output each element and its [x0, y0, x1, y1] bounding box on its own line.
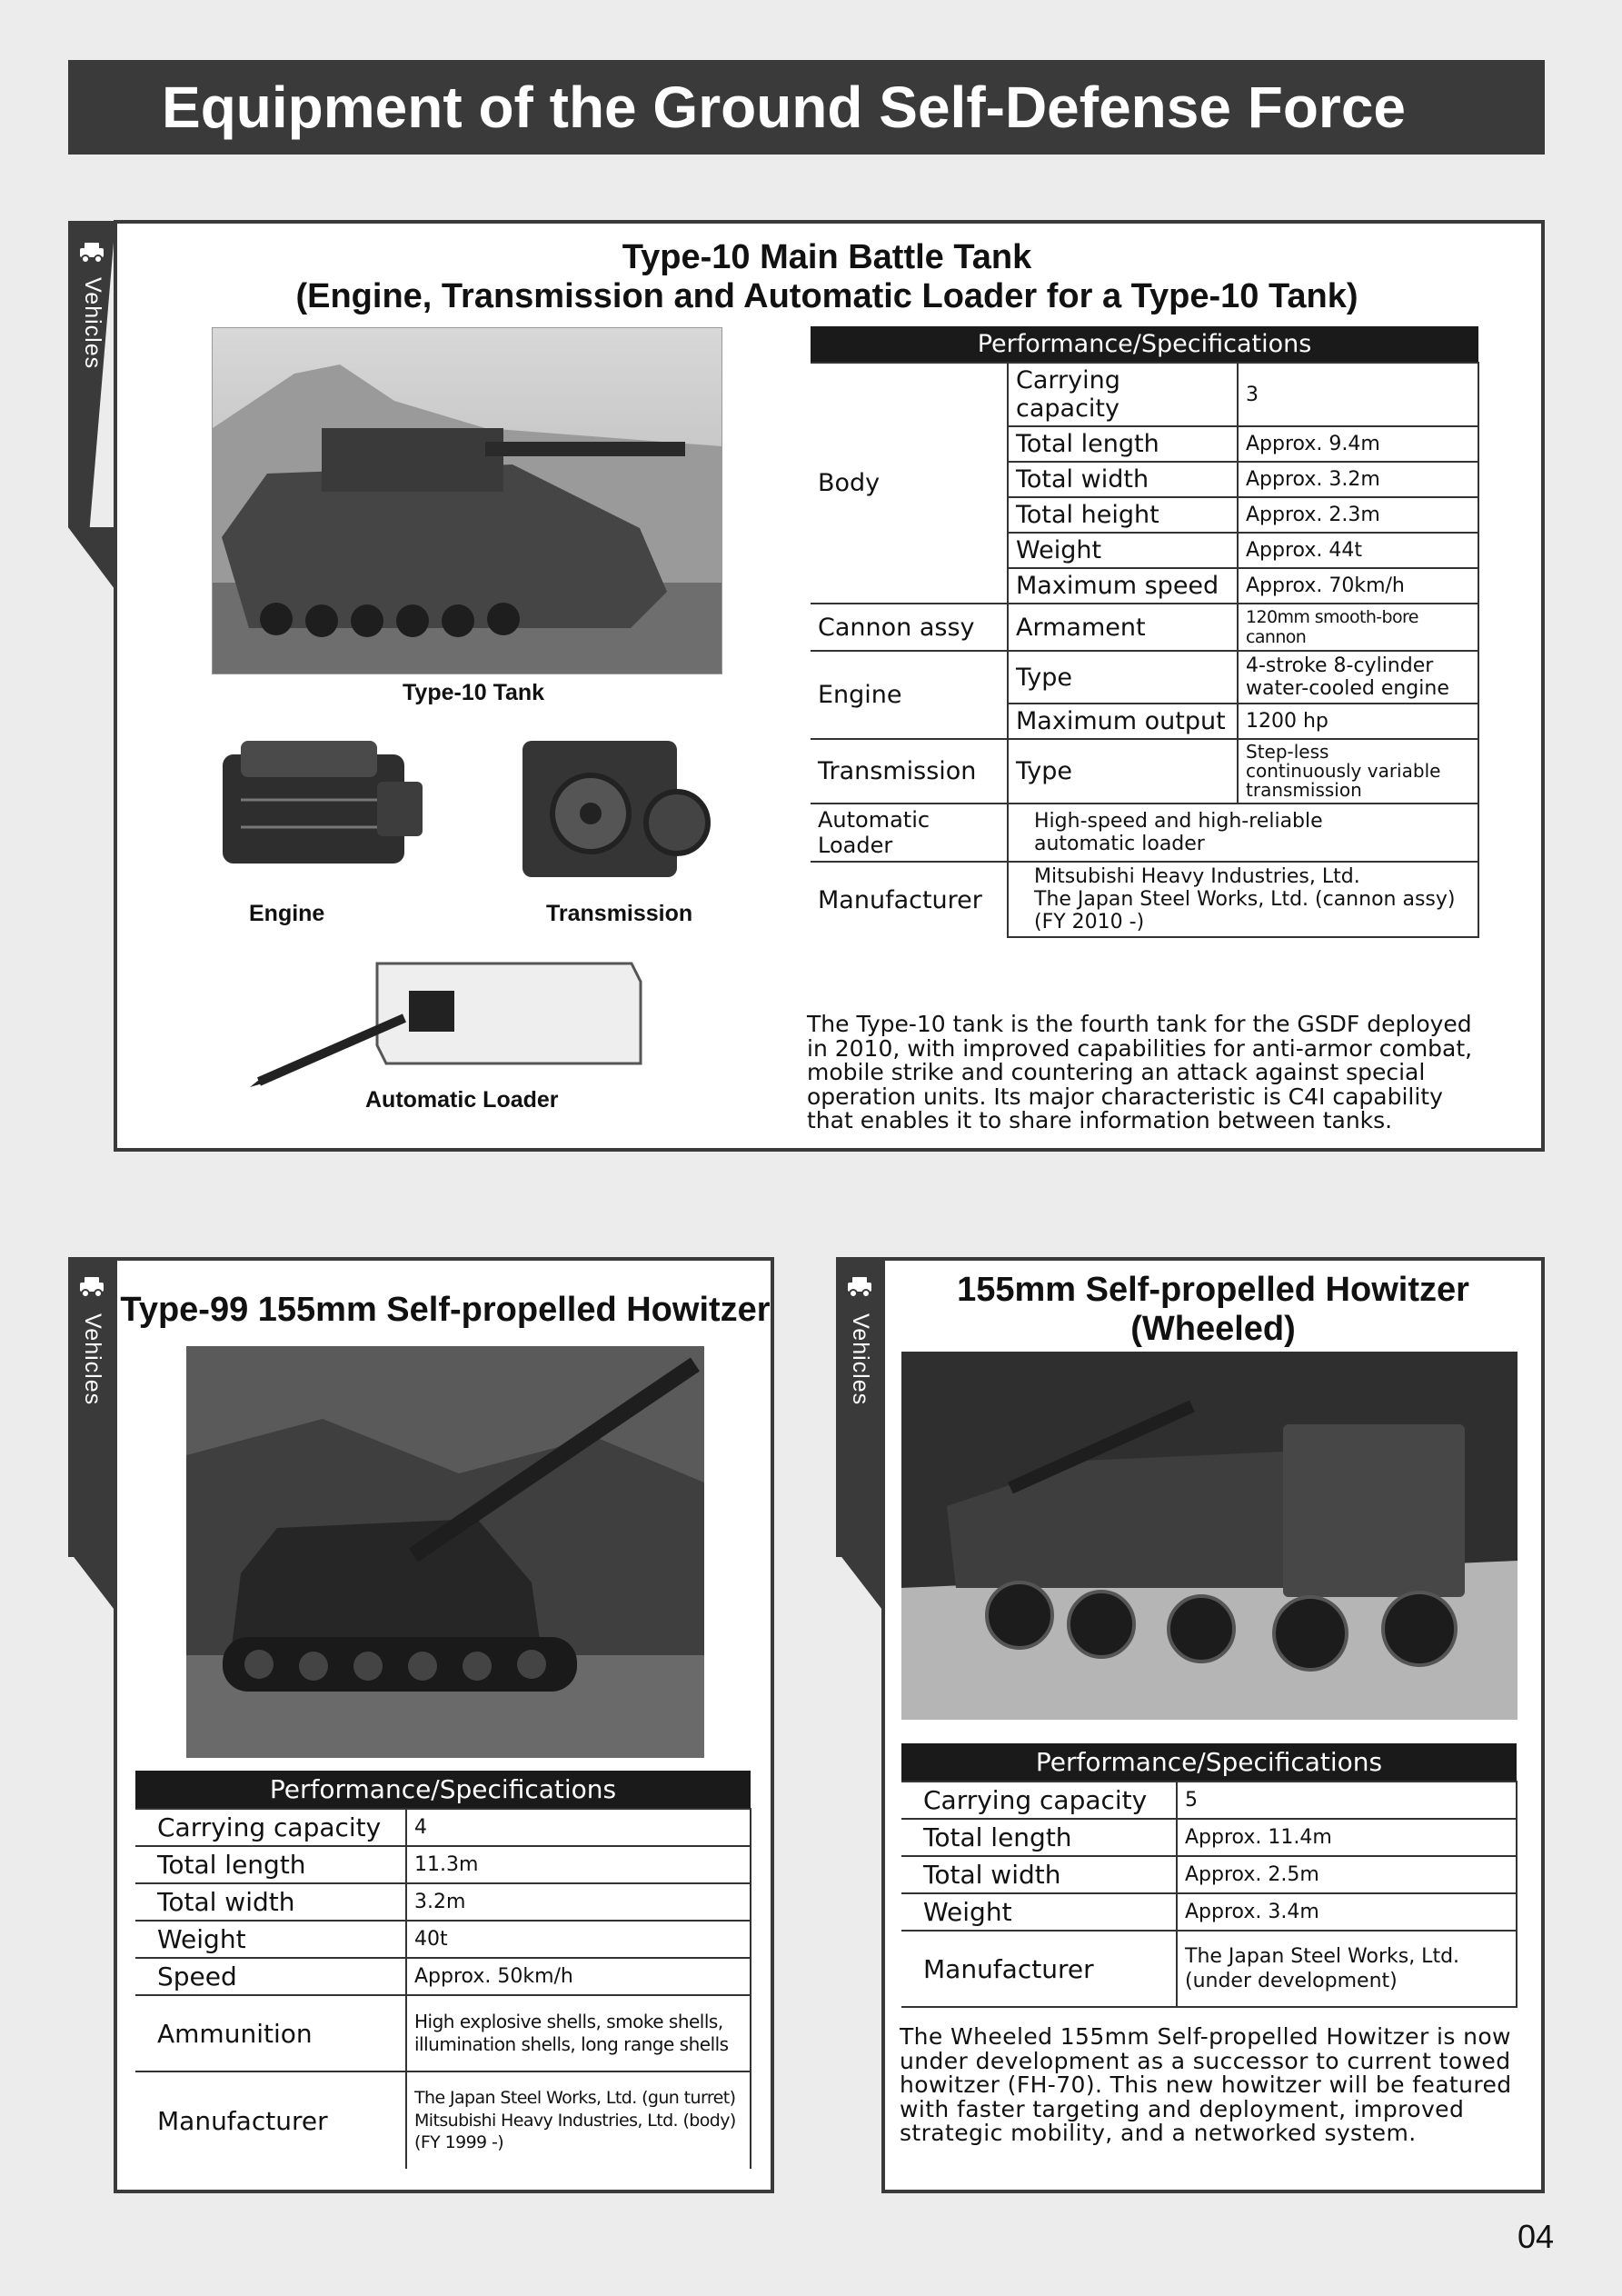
table-row	[135, 1846, 751, 1883]
spec-label: Weight	[135, 1921, 406, 1958]
spec-label: Carrying capacity	[901, 1782, 1177, 1819]
type10-title-line2: (Engine, Transmission and Automatic Loader for a Type-10 Tank)	[295, 276, 1358, 315]
loader-caption: Automatic Loader	[365, 1087, 559, 1113]
spec-value: 120mm smooth-bore cannon	[1238, 604, 1478, 651]
engine-type-line2: water-cooled engine	[1246, 677, 1449, 700]
group-cannon: Cannon assy	[811, 604, 1008, 651]
page-title: Equipment of the Ground Self-Defense Force	[68, 60, 1545, 155]
section-tab-label: Vehicles	[80, 277, 105, 370]
table-row	[901, 1893, 1517, 1931]
transmission-line3: transmission	[1246, 779, 1362, 801]
type10-description: The Type-10 tank is the fourth tank for the GSDF deployed in 2010, with improved capabilities for anti-armor combat, mobile strike and countering an attack against special operation units. Its major characteristic is C4I capability that enables it to share information between tanks.	[807, 1011, 1473, 1133]
wheeled-description: The Wheeled 155mm Self-propelled Howitzer is now under development as a successor to current towed howitzer (FH-70). This new howitzer will be featured with faster targeting and deployment, improved strategic mobility, and a networked system.	[900, 2023, 1512, 2146]
group-transmission: Transmission	[811, 739, 1008, 804]
spec-label: Carrying capacity	[135, 1809, 406, 1846]
wheeled-title-line2: (Wheeled)	[1130, 1309, 1296, 1348]
spec-value: Approx. 2.3m	[1238, 497, 1478, 533]
spec-value: Approx. 11.4m	[1177, 1819, 1517, 1856]
transmission-photo	[495, 723, 722, 895]
table-row	[811, 363, 1478, 426]
spec-label: Total width	[1008, 462, 1238, 497]
spec-label: Manufacturer	[901, 1931, 1177, 2007]
wheeled-title-line1: 155mm Self-propelled Howitzer	[957, 1271, 1469, 1309]
ammunition-line2: illumination shells, long range shells	[414, 2033, 729, 2055]
table-row	[811, 862, 1478, 937]
spec-label: Type	[1008, 651, 1238, 704]
manufacturer-line3: (FY 1999 -)	[414, 2132, 504, 2153]
manufacturer-line1: Mitsubishi Heavy Industries, Ltd.	[1034, 865, 1360, 888]
spec-value	[1177, 1931, 1517, 2007]
type10-spec-header: Performance/Specifications	[811, 326, 1478, 363]
spec-value: Approx. 9.4m	[1238, 426, 1478, 462]
page-number: 04	[1517, 2218, 1554, 2255]
vehicle-icon	[77, 241, 106, 265]
spec-label: Carrying capacity	[1008, 363, 1238, 426]
table-row	[135, 1995, 751, 2071]
spec-value: 40t	[406, 1921, 751, 1958]
spec-label: Speed	[135, 1958, 406, 1995]
manufacturer-line1: The Japan Steel Works, Ltd.	[1185, 1944, 1460, 1968]
type99-howitzer-photo	[186, 1346, 704, 1758]
type99-spec-header: Performance/Specifications	[135, 1771, 751, 1809]
spec-value	[406, 2071, 751, 2169]
manufacturer-line2: The Japan Steel Works, Ltd. (cannon assy)	[1034, 888, 1456, 911]
table-row	[135, 1883, 751, 1921]
spec-label: Total width	[901, 1856, 1177, 1893]
automatic-loader-photo	[250, 945, 650, 1091]
spec-value: 5	[1177, 1782, 1517, 1819]
type10-tank-photo	[212, 327, 722, 674]
group-manufacturer: Manufacturer	[811, 862, 1008, 937]
spec-value: Approx. 50km/h	[406, 1958, 751, 1995]
engine-caption: Engine	[249, 901, 325, 926]
type99-title: Type-99 155mm Self-propelled Howitzer	[120, 1291, 771, 1329]
spec-value: Approx. 44t	[1238, 533, 1478, 568]
engine-photo	[204, 727, 441, 891]
section-tab-label: Vehicles	[848, 1313, 873, 1406]
section-tab	[68, 1257, 115, 1557]
spec-value: 3.2m	[406, 1883, 751, 1921]
group-engine: Engine	[811, 651, 1008, 739]
transmission-line2: continuously variable	[1246, 760, 1441, 782]
table-row	[811, 739, 1478, 804]
spec-label: Total length	[1008, 426, 1238, 462]
spec-label: Weight	[901, 1893, 1177, 1931]
type10-title	[182, 238, 1472, 315]
transmission-caption: Transmission	[546, 901, 693, 926]
manufacturer-line3: (FY 2010 -)	[1034, 911, 1145, 933]
wheeled-spec-table	[901, 1743, 1518, 2008]
table-row	[135, 1921, 751, 1958]
table-row	[901, 1856, 1517, 1893]
group-loader: Automatic Loader	[811, 804, 1008, 862]
loader-line2: automatic loader	[1034, 833, 1205, 855]
loader-line1: High-speed and high-reliable	[1034, 810, 1323, 833]
spec-label: Type	[1008, 739, 1238, 804]
spec-label: Maximum speed	[1008, 568, 1238, 604]
spec-value: Approx. 2.5m	[1177, 1856, 1517, 1893]
ammunition-line1: High explosive shells, smoke shells,	[414, 2011, 723, 2032]
type99-spec-table	[135, 1771, 751, 2169]
manufacturer-line1: The Japan Steel Works, Ltd. (gun turret)	[414, 2087, 736, 2108]
manufacturer-line2: Mitsubishi Heavy Industries, Ltd. (body)	[414, 2110, 736, 2131]
table-row	[901, 1782, 1517, 1819]
spec-label: Manufacturer	[135, 2071, 406, 2169]
wheeled-spec-header: Performance/Specifications	[901, 1743, 1517, 1782]
spec-value	[406, 1995, 751, 2071]
spec-value: Approx. 3.2m	[1238, 462, 1478, 497]
spec-label: Maximum output	[1008, 704, 1238, 739]
spec-value: 3	[1238, 363, 1478, 426]
spec-value: 11.3m	[406, 1846, 751, 1883]
spec-label: Total height	[1008, 497, 1238, 533]
spec-value	[1238, 739, 1478, 804]
spec-value	[1008, 862, 1478, 937]
vehicle-icon	[845, 1275, 874, 1299]
spec-value: Approx. 70km/h	[1238, 568, 1478, 604]
spec-value: Approx. 3.4m	[1177, 1893, 1517, 1931]
section-tab	[836, 1257, 883, 1557]
tab-diagonal	[68, 527, 117, 609]
vehicle-icon	[77, 1275, 106, 1299]
spec-value: 1200 hp	[1238, 704, 1478, 739]
group-body: Body	[811, 363, 1008, 604]
tab-diagonal	[836, 1550, 885, 1622]
table-row	[811, 651, 1478, 704]
spec-label: Armament	[1008, 604, 1238, 651]
spec-value	[1008, 804, 1478, 862]
section-tab-label: Vehicles	[80, 1313, 105, 1406]
table-row	[811, 804, 1478, 862]
spec-value: 4	[406, 1809, 751, 1846]
type10-spec-table	[811, 326, 1479, 938]
spec-label: Total width	[135, 1883, 406, 1921]
table-row	[135, 1958, 751, 1995]
type10-title-line1: Type-10 Main Battle Tank	[622, 238, 1032, 276]
wheeled-title	[886, 1271, 1540, 1348]
table-row	[811, 604, 1478, 651]
tab-diagonal	[68, 1550, 117, 1622]
table-row	[135, 1809, 751, 1846]
spec-value	[1238, 651, 1478, 704]
transmission-line1: Step-less	[1246, 741, 1329, 763]
engine-type-line1: 4-stroke 8-cylinder	[1246, 654, 1434, 677]
wheeled-howitzer-photo	[901, 1352, 1518, 1720]
manufacturer-line2: (under development)	[1185, 1970, 1398, 1992]
spec-label: Ammunition	[135, 1995, 406, 2071]
type10-tank-caption: Type-10 Tank	[403, 680, 545, 705]
table-row	[901, 1931, 1517, 2007]
spec-label: Total length	[901, 1819, 1177, 1856]
spec-label: Weight	[1008, 533, 1238, 568]
table-row	[135, 2071, 751, 2169]
table-row	[901, 1819, 1517, 1856]
spec-label: Total length	[135, 1846, 406, 1883]
